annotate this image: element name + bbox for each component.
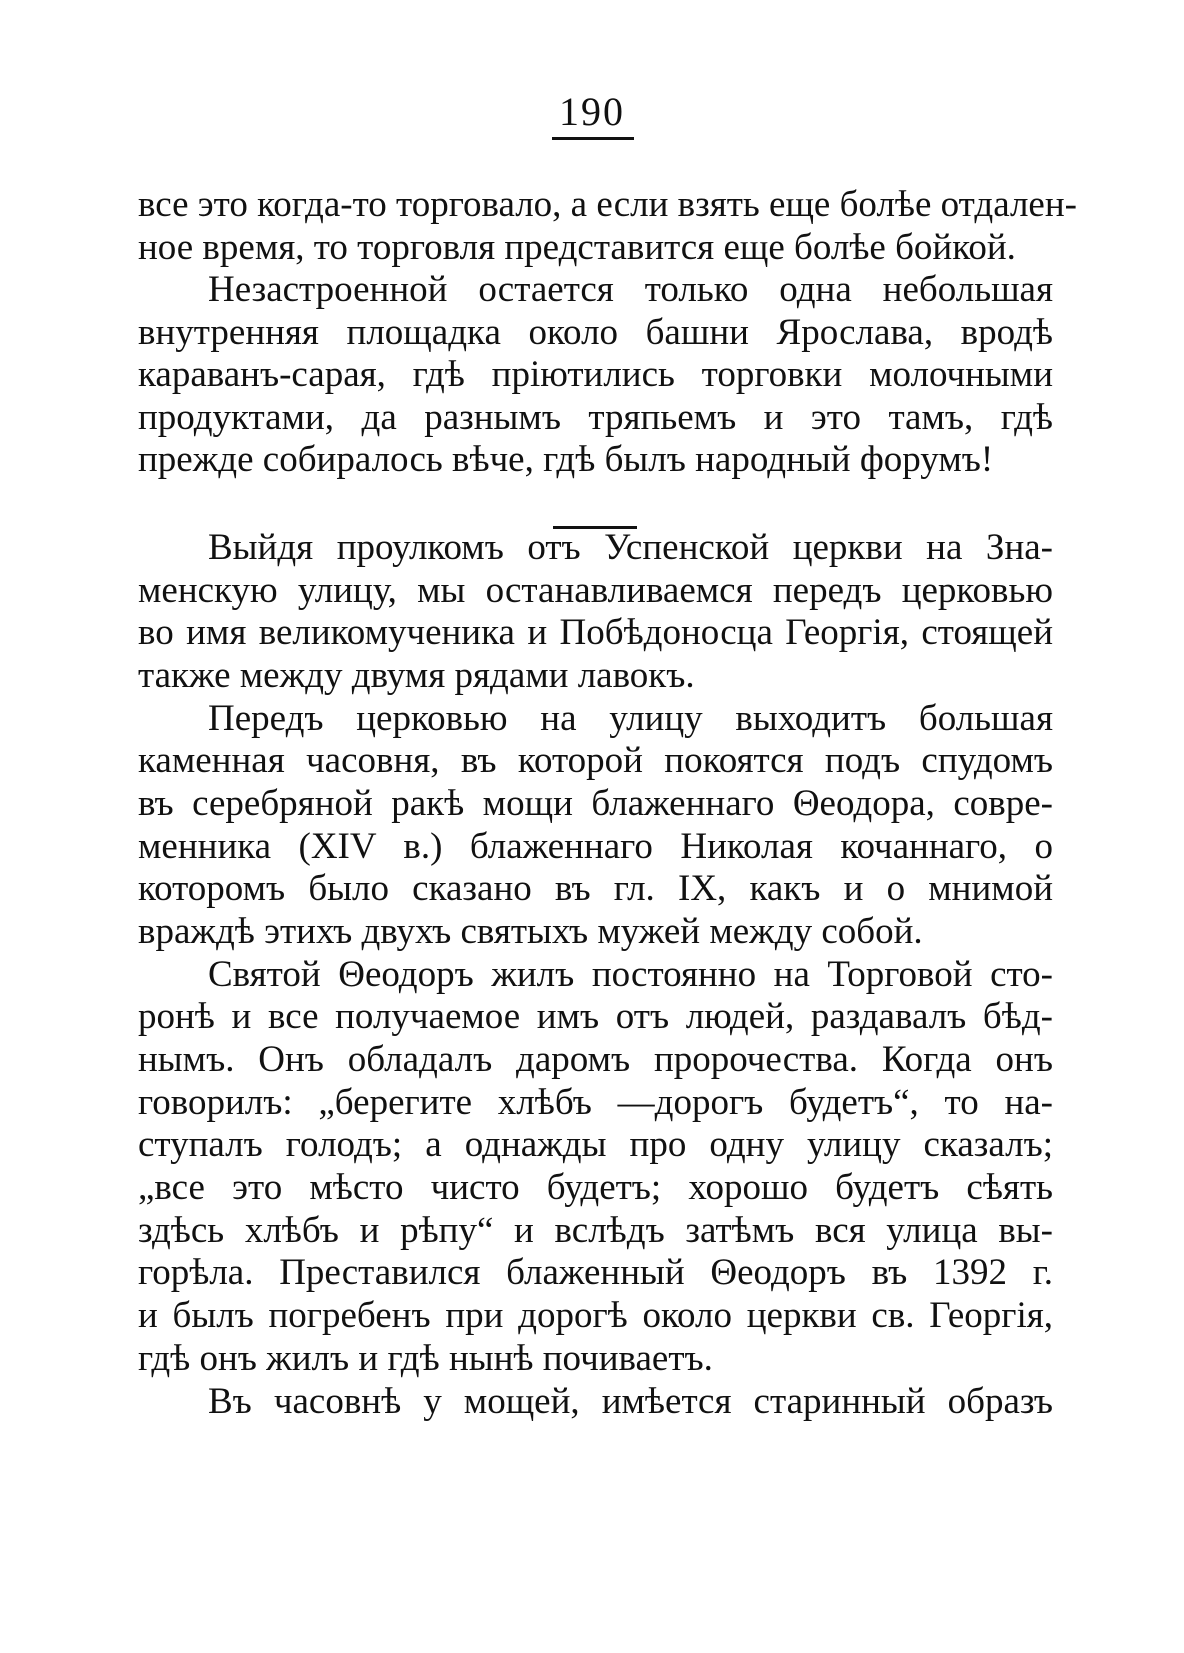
text-line: Незастроенной остается только одна небольшая [208,269,1053,310]
text-line: въ серебряной ракѣ мощи блаженнаго Θеодора, совре- [138,783,1053,824]
text-line: „все это мѣсто чисто будетъ; хорошо будетъ сѣять [138,1167,1053,1208]
text-line: ступалъ голодъ; а однажды про одну улицу сказалъ; [138,1124,1053,1165]
text-line: менскую улицу, мы останавливаемся передъ церковью [138,570,1053,611]
text-line: ронѣ и все получаемое имъ отъ людей, раздавалъ бѣд- [138,996,1053,1037]
text-line: все это когда-то торговало, а если взять еще болѣе отдален- [138,184,1077,225]
text-line: Въ часовнѣ у мощей, имѣется старинный образъ [208,1381,1053,1422]
text-line: внутренняя площадка около башни Ярослава, вродѣ [138,312,1053,353]
text-line: во имя великомученика и Побѣдоносца Георгія, стоящей [138,612,1053,653]
text-line: Выйдя проулкомъ отъ Успенской церкви на Зна- [208,527,1053,568]
text-line: менника (XIV в.) блаженнаго Николая кочаннаго, о [138,826,1053,867]
text-line: продуктами, да разнымъ тряпьемъ и это тамъ, гдѣ [138,397,1053,438]
page-number: 190 [559,89,625,134]
text-line: также между двумя рядами лавокъ. [138,655,695,696]
text-line: прежде собиралось вѣче, гдѣ былъ народный форумъ! [138,439,994,480]
text-line: Святой Θеодоръ жилъ постоянно на Торговой сто- [208,954,1053,995]
text-line: караванъ-сарая, гдѣ пріютились торговки молочными [138,354,1053,395]
text-line: которомъ было сказано въ гл. IX, какъ и о мнимой [138,868,1053,909]
text-line: и былъ погребенъ при дорогѣ около церкви св. Георгія, [138,1295,1053,1336]
text-line: гдѣ онъ жилъ и гдѣ нынѣ почиваетъ. [138,1338,713,1379]
text-line: говорилъ: „берегите хлѣбъ —дорогъ будетъ“, то на- [138,1082,1053,1123]
text-line: каменная часовня, въ которой покоятся подъ спудомъ [138,740,1053,781]
text-line: ное время, то торговля представится еще болѣе бойкой. [138,227,1016,268]
page-number-underline [552,137,634,140]
text-line: Передъ церковью на улицу выходитъ большая [208,698,1053,739]
text-line: нымъ. Онъ обладалъ даромъ пророчества. Когда онъ [138,1039,1053,1080]
text-line: горѣла. Преставился блаженный Θеодоръ въ 1392 г. [138,1252,1053,1293]
text-line: здѣсь хлѣбъ и рѣпу“ и вслѣдъ затѣмъ вся улица вы- [138,1210,1053,1251]
text-line: враждѣ этихъ двухъ святыхъ мужей между собой. [138,911,923,952]
